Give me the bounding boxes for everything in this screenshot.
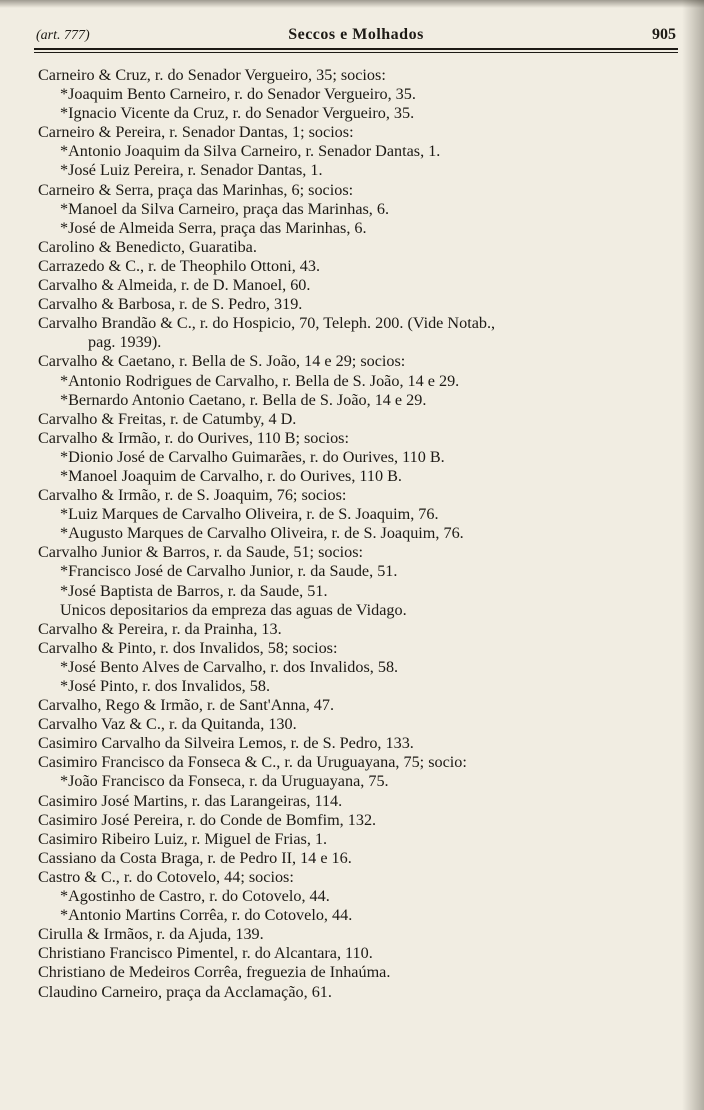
directory-entry: Carneiro & Serra, praça das Marinhas, 6; socios:	[38, 180, 354, 199]
directory-entry: Claudino Carneiro, praça da Acclamação, 61.	[38, 982, 332, 1001]
directory-entry: Carneiro & Cruz, r. do Senador Vergueiro, 35; socios:	[38, 66, 386, 84]
directory-entry: Casimiro José Martins, r. das Larangeiras, 114.	[38, 791, 343, 810]
directory-sub-entry: *Augusto Marques de Carvalho Oliveira, r. de S. Joaquim, 76.	[60, 524, 464, 543]
directory-entry: Casimiro Ribeiro Luiz, r. Miguel de Frias, 1.	[38, 829, 328, 848]
directory-entry: Cirulla & Irmãos, r. da Ajuda, 139.	[38, 925, 264, 944]
directory-sub-entry: *Manoel Joaquim de Carvalho, r. do Ourives, 110 B.	[60, 466, 402, 485]
page-top-edge	[0, 0, 704, 8]
directory-entry: Carvalho Junior & Barros, r. da Saude, 51; socios:	[38, 543, 364, 562]
directory-entry: Carvalho, Rego & Irmão, r. de Sant'Anna, 47.	[38, 696, 335, 715]
directory-sub-entry: *José Pinto, r. dos Invalidos, 58.	[60, 677, 270, 695]
directory-entry: Carvalho & Freitas, r. de Catumby, 4 D.	[38, 409, 297, 428]
directory-entry: Carneiro & Pereira, r. Senador Dantas, 1; socios:	[38, 123, 354, 142]
directory-entry: Carvalho & Almeida, r. de D. Manoel, 60.	[38, 276, 311, 295]
directory-sub-entry: *Manoel da Silva Carneiro, praça das Marinhas, 6.	[60, 199, 390, 218]
directory-sub-entry: *Antonio Joaquim da Silva Carneiro, r. Senador Dantas, 1.	[60, 142, 441, 161]
directory-sub-entry: Unicos depositarios da empreza das aguas de Vidago.	[60, 600, 407, 619]
directory-sub-entry: *Joaquim Bento Carneiro, r. do Senador Vergueiro, 35.	[60, 85, 416, 104]
directory-entry: Carvalho & Pereira, r. da Prainha, 13.	[38, 619, 282, 638]
page-header	[36, 24, 676, 48]
directory-sub-entry: *Ignacio Vicente da Cruz, r. do Senador Vergueiro, 35.	[60, 104, 415, 123]
directory-entry: Carvalho Vaz & C., r. da Quitanda, 130.	[38, 715, 297, 734]
directory-sub-entry: *José Luiz Pereira, r. Senador Dantas, 1.	[60, 161, 323, 180]
directory-entries	[38, 66, 678, 1002]
directory-entry: Casimiro José Pereira, r. do Conde de Bomfim, 132.	[38, 810, 377, 829]
directory-sub-entry: *Antonio Martins Corrêa, r. do Cotovelo, 44.	[60, 906, 353, 925]
directory-entry: Carrazedo & C., r. de Theophilo Ottoni, 43.	[38, 256, 321, 275]
header-rule-thin	[34, 52, 678, 53]
directory-entry: Casimiro Carvalho da Silveira Lemos, r. de S. Pedro, 133.	[38, 734, 414, 753]
directory-entry: Carvalho & Caetano, r. Bella de S. João, 14 e 29; socios:	[38, 352, 406, 371]
article-reference: (art. 777)	[36, 28, 90, 43]
directory-sub-entry: *José de Almeida Serra, praça das Marinhas, 6.	[60, 218, 367, 237]
header-rule	[34, 48, 678, 50]
directory-sub-entry: pag. 1939).	[88, 333, 162, 352]
directory-sub-entry: *Antonio Rodrigues de Carvalho, r. Bella de S. João, 14 e 29.	[60, 371, 460, 390]
page-spine-shadow	[682, 0, 704, 1110]
directory-sub-entry: *João Francisco da Fonseca, r. da Uruguayana, 75.	[60, 772, 389, 791]
directory-sub-entry: *José Bento Alves de Carvalho, r. dos Invalidos, 58.	[60, 657, 399, 676]
directory-entry: Carvalho & Irmão, r. do Ourives, 110 B; socios:	[38, 428, 349, 447]
directory-entry: Casimiro Francisco da Fonseca & C., r. da Uruguayana, 75; socio:	[38, 753, 467, 772]
directory-entry: Carvalho & Irmão, r. de S. Joaquim, 76; socios:	[38, 486, 347, 505]
page-number: 905	[652, 26, 676, 43]
directory-entry: Castro & C., r. do Cotovelo, 44; socios:	[38, 867, 294, 886]
directory-sub-entry: *Bernardo Antonio Caetano, r. Bella de S. João, 14 e 29.	[60, 390, 427, 409]
directory-entry: Carvalho & Barbosa, r. de S. Pedro, 319.	[38, 295, 303, 314]
directory-entry: Carvalho Brandão & C., r. do Hospicio, 70, Teleph. 200. (Vide Notab.,	[38, 314, 496, 333]
section-title: Seccos e Molhados	[288, 26, 424, 43]
directory-sub-entry: *Dionio José de Carvalho Guimarães, r. do Ourives, 110 B.	[60, 447, 445, 466]
directory-entry: Christiano de Medeiros Corrêa, freguezia de Inhaúma.	[38, 963, 391, 982]
directory-sub-entry: *Agostinho de Castro, r. do Cotovelo, 44.	[60, 887, 330, 906]
directory-entry: Carolino & Benedicto, Guaratiba.	[38, 237, 257, 256]
directory-entry: Carvalho & Pinto, r. dos Invalidos, 58; socios:	[38, 638, 338, 657]
directory-entry: Christiano Francisco Pimentel, r. do Alcantara, 110.	[38, 944, 373, 963]
directory-sub-entry: *Luiz Marques de Carvalho Oliveira, r. de S. Joaquim, 76.	[60, 505, 439, 524]
directory-sub-entry: *Francisco José de Carvalho Junior, r. da Saude, 51.	[60, 562, 398, 581]
directory-entry: Cassiano da Costa Braga, r. de Pedro II, 14 e 16.	[38, 848, 352, 867]
directory-sub-entry: *José Baptista de Barros, r. da Saude, 51.	[60, 581, 328, 600]
